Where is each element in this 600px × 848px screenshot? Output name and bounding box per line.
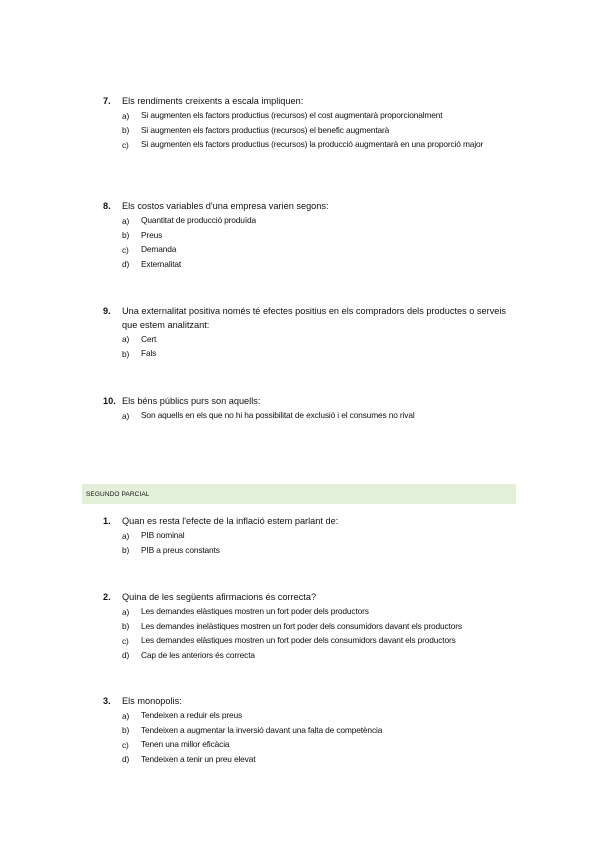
option <box>103 543 523 558</box>
option <box>103 243 523 258</box>
option <box>103 619 523 634</box>
option-text: Les demandes elàstiques mostren un fort poder dels productors <box>141 606 369 616</box>
option <box>103 347 523 362</box>
question-text: Els monopolis: <box>122 696 182 706</box>
option-text: Externalitat <box>141 258 182 269</box>
option-letter: b) <box>122 621 130 631</box>
option-text: Cap de les anteriors és correcta <box>141 649 255 660</box>
question-number: 8. <box>103 201 111 211</box>
option-text: Si augmenten els factors productius (recursos) la producció augmentarà en una proporció major <box>141 139 484 149</box>
option-letter: b) <box>122 125 130 135</box>
option <box>103 752 523 767</box>
option <box>103 738 523 753</box>
option <box>103 723 523 738</box>
question-text: Quan es resta l'efecte de la inflació estem parlant de: <box>122 516 339 526</box>
option-letter: a) <box>122 110 130 121</box>
question-number: 3. <box>103 696 111 706</box>
option-text: Les demandes inelàstiques mostren un fort poder dels consumidors davant els productors <box>141 620 462 631</box>
question-number: 10. <box>103 396 116 406</box>
option <box>103 409 523 424</box>
question-number: 2. <box>103 592 111 602</box>
option <box>103 634 523 649</box>
option-text: Quantitat de producció produïda <box>141 215 257 225</box>
question-number: 9. <box>103 306 111 316</box>
question-8 <box>103 200 523 272</box>
option-text: Si augmenten els factors productius (recursos) el cost augmentarà proporcionalment <box>141 110 443 120</box>
question-3 <box>103 695 523 767</box>
option-text: Tendeixen a reduir els preus <box>141 710 243 720</box>
option-letter: a) <box>122 215 130 226</box>
option-letter: a) <box>122 410 130 421</box>
question-10 <box>103 395 523 423</box>
option-letter: d) <box>122 259 130 269</box>
option-letter: b) <box>122 230 130 240</box>
option-letter: c) <box>122 635 129 646</box>
option <box>103 109 523 124</box>
option <box>103 605 523 620</box>
option <box>103 648 523 663</box>
question-text: Una externalitat positiva només té efectes positius en els compradors dels productes o serveis que estem analitzant: <box>122 306 507 330</box>
option-text: Demanda <box>141 244 177 254</box>
question-2 <box>103 591 523 663</box>
option-text: PIB a preus constants <box>141 544 220 555</box>
option-letter: b) <box>122 545 130 555</box>
option-letter: a) <box>122 530 130 541</box>
option-letter: a) <box>122 334 130 344</box>
option-letter: c) <box>122 139 129 150</box>
question-text: Quina de les següents afirmacions és correcta? <box>122 592 317 602</box>
option <box>103 257 523 272</box>
question-number: 7. <box>103 96 111 106</box>
question-1 <box>103 515 523 558</box>
section-header-label: SEGUNDO PARCIAL <box>86 490 150 498</box>
question-text: Els béns públics purs son aquells: <box>122 396 261 406</box>
option-text: PIB nominal <box>141 530 185 540</box>
question-text: Els rendiments creixents a escala impliquen: <box>122 96 304 106</box>
question-number: 1. <box>103 516 111 526</box>
option-text: Cert <box>141 333 157 344</box>
option-letter: b) <box>122 348 130 359</box>
option <box>103 123 523 138</box>
option-text: Si augmenten els factors productius (recursos) el benefic augmentarà <box>141 124 390 135</box>
option-letter: c) <box>122 244 129 255</box>
option <box>103 709 523 724</box>
option-letter: d) <box>122 754 130 764</box>
option-text: Tendeixen a augmentar la inversió davant una falta de competència <box>141 724 383 735</box>
question-7 <box>103 95 523 152</box>
option-text: Fals <box>141 348 157 358</box>
option-text: Les demandes elàstiques mostren un fort poder dels consumidors davant els productors <box>141 635 456 645</box>
option-text: Tenen una millor eficàcia <box>141 739 230 749</box>
option <box>103 138 523 153</box>
option-letter: d) <box>122 650 130 660</box>
option <box>103 529 523 544</box>
option-text: Preus <box>141 229 163 240</box>
option-letter: b) <box>122 725 130 735</box>
option-letter: a) <box>122 710 130 721</box>
option-letter: a) <box>122 606 130 617</box>
option <box>103 332 523 347</box>
section-header <box>82 484 516 504</box>
option <box>103 214 523 229</box>
option-text: Tendeixen a tenir un preu elevat <box>141 753 256 764</box>
question-text: Els costos variables d'una empresa varien segons: <box>122 201 329 211</box>
question-9 <box>103 305 523 361</box>
option-letter: c) <box>122 739 129 750</box>
option-text: Son aquells en els que no hi ha possibilitat de exclusió i el consumes no rival <box>141 410 415 420</box>
option <box>103 228 523 243</box>
